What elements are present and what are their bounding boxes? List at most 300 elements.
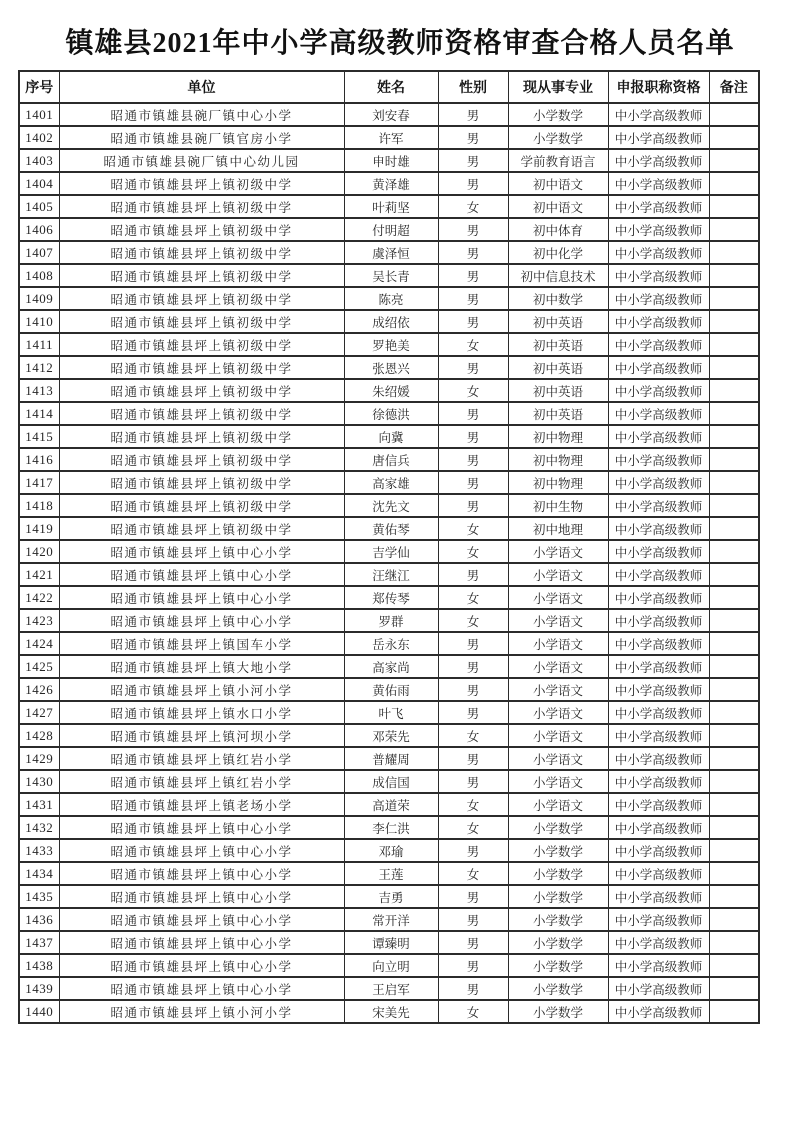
cell-name: 朱绍媛 — [344, 379, 438, 402]
cell-gender: 男 — [438, 678, 508, 701]
cell-name: 黄泽雄 — [344, 172, 438, 195]
cell-serial: 1424 — [19, 632, 59, 655]
cell-gender: 男 — [438, 149, 508, 172]
table-row — [19, 655, 759, 678]
cell-remark — [709, 195, 759, 218]
table-row — [19, 632, 759, 655]
cell-subject: 小学语文 — [508, 586, 608, 609]
table-row — [19, 724, 759, 747]
cell-remark — [709, 1000, 759, 1023]
cell-unit: 昭通市镇雄县坪上镇初级中学 — [59, 494, 344, 517]
cell-serial: 1415 — [19, 425, 59, 448]
cell-remark — [709, 563, 759, 586]
column-header-remark: 备注 — [709, 71, 759, 103]
cell-subject: 小学数学 — [508, 862, 608, 885]
cell-subject: 初中英语 — [508, 333, 608, 356]
table-row — [19, 793, 759, 816]
cell-name: 普耀周 — [344, 747, 438, 770]
cell-subject: 初中英语 — [508, 379, 608, 402]
cell-unit: 昭通市镇雄县坪上镇中心小学 — [59, 885, 344, 908]
cell-title_applied: 中小学高级教师 — [608, 494, 709, 517]
cell-gender: 男 — [438, 770, 508, 793]
cell-subject: 小学数学 — [508, 103, 608, 126]
cell-title_applied: 中小学高级教师 — [608, 379, 709, 402]
cell-gender: 女 — [438, 379, 508, 402]
cell-name: 陈亮 — [344, 287, 438, 310]
cell-serial: 1425 — [19, 655, 59, 678]
cell-subject: 初中英语 — [508, 356, 608, 379]
table-row — [19, 287, 759, 310]
cell-title_applied: 中小学高级教师 — [608, 1000, 709, 1023]
cell-serial: 1418 — [19, 494, 59, 517]
cell-title_applied: 中小学高级教师 — [608, 333, 709, 356]
cell-subject: 小学数学 — [508, 126, 608, 149]
cell-name: 罗群 — [344, 609, 438, 632]
cell-title_applied: 中小学高级教师 — [608, 517, 709, 540]
column-header-subject: 现从事专业 — [508, 71, 608, 103]
cell-name: 罗艳美 — [344, 333, 438, 356]
table-row — [19, 701, 759, 724]
cell-title_applied: 中小学高级教师 — [608, 126, 709, 149]
cell-gender: 男 — [438, 747, 508, 770]
cell-unit: 昭通市镇雄县坪上镇中心小学 — [59, 839, 344, 862]
cell-serial: 1412 — [19, 356, 59, 379]
cell-gender: 男 — [438, 655, 508, 678]
cell-unit: 昭通市镇雄县坪上镇初级中学 — [59, 356, 344, 379]
cell-name: 黄佑琴 — [344, 517, 438, 540]
cell-unit: 昭通市镇雄县坪上镇初级中学 — [59, 310, 344, 333]
cell-title_applied: 中小学高级教师 — [608, 586, 709, 609]
cell-serial: 1431 — [19, 793, 59, 816]
cell-subject: 初中物理 — [508, 448, 608, 471]
cell-gender: 女 — [438, 195, 508, 218]
cell-subject: 初中信息技术 — [508, 264, 608, 287]
cell-serial: 1413 — [19, 379, 59, 402]
column-header-name: 姓名 — [344, 71, 438, 103]
cell-title_applied: 中小学高级教师 — [608, 310, 709, 333]
cell-serial: 1423 — [19, 609, 59, 632]
column-header-gender: 性别 — [438, 71, 508, 103]
cell-subject: 小学语文 — [508, 747, 608, 770]
table-row — [19, 954, 759, 977]
cell-serial: 1404 — [19, 172, 59, 195]
cell-remark — [709, 287, 759, 310]
cell-unit: 昭通市镇雄县坪上镇初级中学 — [59, 195, 344, 218]
cell-serial: 1434 — [19, 862, 59, 885]
cell-name: 常开洋 — [344, 908, 438, 931]
table-row — [19, 563, 759, 586]
cell-unit: 昭通市镇雄县坪上镇水口小学 — [59, 701, 344, 724]
cell-unit: 昭通市镇雄县坪上镇初级中学 — [59, 333, 344, 356]
cell-gender: 女 — [438, 609, 508, 632]
cell-remark — [709, 839, 759, 862]
cell-subject: 小学数学 — [508, 885, 608, 908]
cell-unit: 昭通市镇雄县坪上镇红岩小学 — [59, 770, 344, 793]
cell-remark — [709, 356, 759, 379]
column-header-title_applied: 申报职称资格 — [608, 71, 709, 103]
table-row — [19, 678, 759, 701]
column-header-unit: 单位 — [59, 71, 344, 103]
cell-name: 唐信兵 — [344, 448, 438, 471]
column-header-serial: 序号 — [19, 71, 59, 103]
cell-subject: 小学数学 — [508, 954, 608, 977]
table-row — [19, 149, 759, 172]
cell-name: 虞泽恒 — [344, 241, 438, 264]
cell-serial: 1405 — [19, 195, 59, 218]
cell-serial: 1428 — [19, 724, 59, 747]
cell-serial: 1410 — [19, 310, 59, 333]
cell-subject: 小学语文 — [508, 678, 608, 701]
cell-gender: 男 — [438, 310, 508, 333]
cell-serial: 1411 — [19, 333, 59, 356]
cell-name: 向冀 — [344, 425, 438, 448]
table-row — [19, 103, 759, 126]
cell-subject: 小学数学 — [508, 839, 608, 862]
cell-name: 付明超 — [344, 218, 438, 241]
cell-unit: 昭通市镇雄县坪上镇初级中学 — [59, 172, 344, 195]
cell-remark — [709, 149, 759, 172]
cell-unit: 昭通市镇雄县坪上镇初级中学 — [59, 264, 344, 287]
cell-title_applied: 中小学高级教师 — [608, 885, 709, 908]
cell-name: 许军 — [344, 126, 438, 149]
page-title: 镇雄县2021年中小学高级教师资格审查合格人员名单 — [65, 28, 735, 59]
cell-subject: 小学语文 — [508, 770, 608, 793]
cell-serial: 1429 — [19, 747, 59, 770]
cell-unit: 昭通市镇雄县坪上镇中心小学 — [59, 540, 344, 563]
cell-gender: 男 — [438, 287, 508, 310]
cell-remark — [709, 609, 759, 632]
cell-subject: 小学语文 — [508, 655, 608, 678]
table-row — [19, 356, 759, 379]
cell-remark — [709, 885, 759, 908]
cell-subject: 小学语文 — [508, 609, 608, 632]
cell-subject: 初中体育 — [508, 218, 608, 241]
cell-name: 吉勇 — [344, 885, 438, 908]
cell-serial: 1402 — [19, 126, 59, 149]
cell-name: 成绍依 — [344, 310, 438, 333]
table-row — [19, 241, 759, 264]
cell-title_applied: 中小学高级教师 — [608, 241, 709, 264]
cell-name: 申时雄 — [344, 149, 438, 172]
cell-title_applied: 中小学高级教师 — [608, 816, 709, 839]
cell-title_applied: 中小学高级教师 — [608, 172, 709, 195]
cell-unit: 昭通市镇雄县坪上镇初级中学 — [59, 425, 344, 448]
cell-unit: 昭通市镇雄县坪上镇小河小学 — [59, 678, 344, 701]
cell-title_applied: 中小学高级教师 — [608, 103, 709, 126]
cell-serial: 1427 — [19, 701, 59, 724]
cell-gender: 男 — [438, 402, 508, 425]
cell-remark — [709, 333, 759, 356]
cell-name: 谭臻明 — [344, 931, 438, 954]
cell-subject: 初中数学 — [508, 287, 608, 310]
cell-name: 成信国 — [344, 770, 438, 793]
cell-subject: 小学数学 — [508, 977, 608, 1000]
cell-serial: 1430 — [19, 770, 59, 793]
cell-remark — [709, 425, 759, 448]
cell-serial: 1407 — [19, 241, 59, 264]
cell-unit: 昭通市镇雄县坪上镇初级中学 — [59, 379, 344, 402]
cell-subject: 小学语文 — [508, 701, 608, 724]
cell-unit: 昭通市镇雄县坪上镇初级中学 — [59, 517, 344, 540]
cell-serial: 1437 — [19, 931, 59, 954]
cell-subject: 学前教育语言 — [508, 149, 608, 172]
cell-unit: 昭通市镇雄县坪上镇河坝小学 — [59, 724, 344, 747]
cell-title_applied: 中小学高级教师 — [608, 954, 709, 977]
cell-subject: 小学语文 — [508, 540, 608, 563]
cell-title_applied: 中小学高级教师 — [608, 356, 709, 379]
cell-serial: 1401 — [19, 103, 59, 126]
cell-gender: 男 — [438, 632, 508, 655]
cell-remark — [709, 310, 759, 333]
table-row — [19, 494, 759, 517]
cell-name: 邓荣先 — [344, 724, 438, 747]
cell-title_applied: 中小学高级教师 — [608, 655, 709, 678]
cell-name: 吴长青 — [344, 264, 438, 287]
cell-remark — [709, 126, 759, 149]
table-row — [19, 126, 759, 149]
cell-subject: 小学数学 — [508, 1000, 608, 1023]
cell-remark — [709, 264, 759, 287]
cell-subject: 小学数学 — [508, 931, 608, 954]
cell-unit: 昭通市镇雄县坪上镇初级中学 — [59, 218, 344, 241]
cell-serial: 1422 — [19, 586, 59, 609]
cell-name: 宋美先 — [344, 1000, 438, 1023]
cell-unit: 昭通市镇雄县坪上镇中心小学 — [59, 816, 344, 839]
cell-title_applied: 中小学高级教师 — [608, 402, 709, 425]
cell-remark — [709, 540, 759, 563]
cell-title_applied: 中小学高级教师 — [608, 839, 709, 862]
table-row — [19, 448, 759, 471]
cell-name: 汪继江 — [344, 563, 438, 586]
cell-remark — [709, 172, 759, 195]
cell-gender: 男 — [438, 126, 508, 149]
cell-serial: 1432 — [19, 816, 59, 839]
cell-remark — [709, 471, 759, 494]
cell-serial: 1438 — [19, 954, 59, 977]
cell-gender: 男 — [438, 425, 508, 448]
table-row — [19, 310, 759, 333]
cell-remark — [709, 816, 759, 839]
cell-unit: 昭通市镇雄县坪上镇中心小学 — [59, 586, 344, 609]
cell-title_applied: 中小学高级教师 — [608, 908, 709, 931]
cell-gender: 男 — [438, 218, 508, 241]
table-row — [19, 517, 759, 540]
cell-subject: 初中英语 — [508, 310, 608, 333]
cell-unit: 昭通市镇雄县坪上镇中心小学 — [59, 954, 344, 977]
cell-subject: 小学语文 — [508, 793, 608, 816]
cell-remark — [709, 908, 759, 931]
cell-name: 郑传琴 — [344, 586, 438, 609]
table-row — [19, 862, 759, 885]
cell-serial: 1417 — [19, 471, 59, 494]
cell-subject: 初中物理 — [508, 425, 608, 448]
cell-gender: 男 — [438, 885, 508, 908]
cell-name: 黄佑雨 — [344, 678, 438, 701]
cell-title_applied: 中小学高级教师 — [608, 701, 709, 724]
cell-unit: 昭通市镇雄县坪上镇中心小学 — [59, 862, 344, 885]
cell-title_applied: 中小学高级教师 — [608, 747, 709, 770]
cell-unit: 昭通市镇雄县坪上镇中心小学 — [59, 609, 344, 632]
cell-remark — [709, 494, 759, 517]
cell-serial: 1426 — [19, 678, 59, 701]
cell-title_applied: 中小学高级教师 — [608, 540, 709, 563]
cell-subject: 小学数学 — [508, 816, 608, 839]
table-row — [19, 977, 759, 1000]
table-row — [19, 931, 759, 954]
cell-remark — [709, 747, 759, 770]
cell-subject: 小学语文 — [508, 632, 608, 655]
cell-title_applied: 中小学高级教师 — [608, 287, 709, 310]
cell-unit: 昭通市镇雄县坪上镇国车小学 — [59, 632, 344, 655]
cell-title_applied: 中小学高级教师 — [608, 218, 709, 241]
table-row — [19, 333, 759, 356]
cell-subject: 小学语文 — [508, 724, 608, 747]
cell-unit: 昭通市镇雄县碗厂镇中心幼儿园 — [59, 149, 344, 172]
cell-gender: 女 — [438, 586, 508, 609]
cell-serial: 1416 — [19, 448, 59, 471]
cell-gender: 女 — [438, 517, 508, 540]
cell-serial: 1408 — [19, 264, 59, 287]
cell-remark — [709, 793, 759, 816]
cell-gender: 男 — [438, 494, 508, 517]
cell-subject: 初中物理 — [508, 471, 608, 494]
cell-serial: 1419 — [19, 517, 59, 540]
cell-unit: 昭通市镇雄县坪上镇初级中学 — [59, 241, 344, 264]
cell-serial: 1435 — [19, 885, 59, 908]
cell-unit: 昭通市镇雄县坪上镇初级中学 — [59, 287, 344, 310]
cell-name: 李仁洪 — [344, 816, 438, 839]
qualification-table — [18, 70, 760, 1024]
cell-title_applied: 中小学高级教师 — [608, 977, 709, 1000]
table-row — [19, 379, 759, 402]
cell-title_applied: 中小学高级教师 — [608, 770, 709, 793]
cell-gender: 女 — [438, 816, 508, 839]
cell-gender: 男 — [438, 356, 508, 379]
table-row — [19, 402, 759, 425]
cell-gender: 男 — [438, 241, 508, 264]
cell-remark — [709, 862, 759, 885]
table-row — [19, 586, 759, 609]
cell-remark — [709, 977, 759, 1000]
cell-serial: 1440 — [19, 1000, 59, 1023]
cell-gender: 男 — [438, 563, 508, 586]
cell-gender: 女 — [438, 793, 508, 816]
cell-unit: 昭通市镇雄县坪上镇中心小学 — [59, 563, 344, 586]
table-row — [19, 839, 759, 862]
cell-name: 刘安春 — [344, 103, 438, 126]
cell-serial: 1403 — [19, 149, 59, 172]
cell-name: 叶莉坚 — [344, 195, 438, 218]
cell-name: 王莲 — [344, 862, 438, 885]
cell-unit: 昭通市镇雄县碗厂镇官房小学 — [59, 126, 344, 149]
cell-serial: 1420 — [19, 540, 59, 563]
cell-title_applied: 中小学高级教师 — [608, 862, 709, 885]
cell-serial: 1406 — [19, 218, 59, 241]
table-row — [19, 264, 759, 287]
cell-serial: 1409 — [19, 287, 59, 310]
cell-name: 高道荣 — [344, 793, 438, 816]
cell-remark — [709, 931, 759, 954]
cell-title_applied: 中小学高级教师 — [608, 264, 709, 287]
cell-gender: 男 — [438, 172, 508, 195]
table-row — [19, 425, 759, 448]
cell-remark — [709, 241, 759, 264]
cell-title_applied: 中小学高级教师 — [608, 678, 709, 701]
cell-title_applied: 中小学高级教师 — [608, 609, 709, 632]
cell-unit: 昭通市镇雄县坪上镇老场小学 — [59, 793, 344, 816]
cell-serial: 1414 — [19, 402, 59, 425]
cell-gender: 男 — [438, 977, 508, 1000]
cell-unit: 昭通市镇雄县坪上镇初级中学 — [59, 448, 344, 471]
cell-remark — [709, 218, 759, 241]
cell-gender: 女 — [438, 1000, 508, 1023]
cell-subject: 小学语文 — [508, 563, 608, 586]
cell-gender: 女 — [438, 724, 508, 747]
table-row — [19, 816, 759, 839]
cell-gender: 男 — [438, 701, 508, 724]
cell-gender: 女 — [438, 540, 508, 563]
cell-subject: 初中语文 — [508, 195, 608, 218]
cell-name: 叶飞 — [344, 701, 438, 724]
cell-gender: 男 — [438, 954, 508, 977]
cell-remark — [709, 632, 759, 655]
table-row — [19, 195, 759, 218]
cell-remark — [709, 655, 759, 678]
cell-gender: 男 — [438, 264, 508, 287]
cell-gender: 男 — [438, 103, 508, 126]
cell-remark — [709, 586, 759, 609]
cell-title_applied: 中小学高级教师 — [608, 195, 709, 218]
cell-unit: 昭通市镇雄县坪上镇大地小学 — [59, 655, 344, 678]
cell-subject: 小学数学 — [508, 908, 608, 931]
cell-name: 沈先文 — [344, 494, 438, 517]
cell-title_applied: 中小学高级教师 — [608, 724, 709, 747]
cell-subject: 初中英语 — [508, 402, 608, 425]
cell-unit: 昭通市镇雄县坪上镇中心小学 — [59, 908, 344, 931]
cell-title_applied: 中小学高级教师 — [608, 471, 709, 494]
table-row — [19, 1000, 759, 1023]
table-row — [19, 747, 759, 770]
table-row — [19, 540, 759, 563]
cell-subject: 初中化学 — [508, 241, 608, 264]
cell-remark — [709, 402, 759, 425]
cell-name: 邓瑜 — [344, 839, 438, 862]
cell-gender: 男 — [438, 931, 508, 954]
cell-subject: 初中地理 — [508, 517, 608, 540]
cell-remark — [709, 448, 759, 471]
cell-remark — [709, 770, 759, 793]
cell-unit: 昭通市镇雄县碗厂镇中心小学 — [59, 103, 344, 126]
cell-remark — [709, 724, 759, 747]
table-body — [19, 103, 759, 1023]
cell-remark — [709, 701, 759, 724]
cell-serial: 1433 — [19, 839, 59, 862]
cell-name: 高家尚 — [344, 655, 438, 678]
cell-unit: 昭通市镇雄县坪上镇初级中学 — [59, 402, 344, 425]
cell-remark — [709, 103, 759, 126]
cell-name: 王启军 — [344, 977, 438, 1000]
cell-title_applied: 中小学高级教师 — [608, 448, 709, 471]
cell-title_applied: 中小学高级教师 — [608, 149, 709, 172]
header-row — [19, 71, 759, 103]
cell-name: 徐德洪 — [344, 402, 438, 425]
cell-title_applied: 中小学高级教师 — [608, 425, 709, 448]
cell-remark — [709, 678, 759, 701]
cell-remark — [709, 954, 759, 977]
table-row — [19, 609, 759, 632]
cell-unit: 昭通市镇雄县坪上镇小河小学 — [59, 1000, 344, 1023]
table-row — [19, 908, 759, 931]
